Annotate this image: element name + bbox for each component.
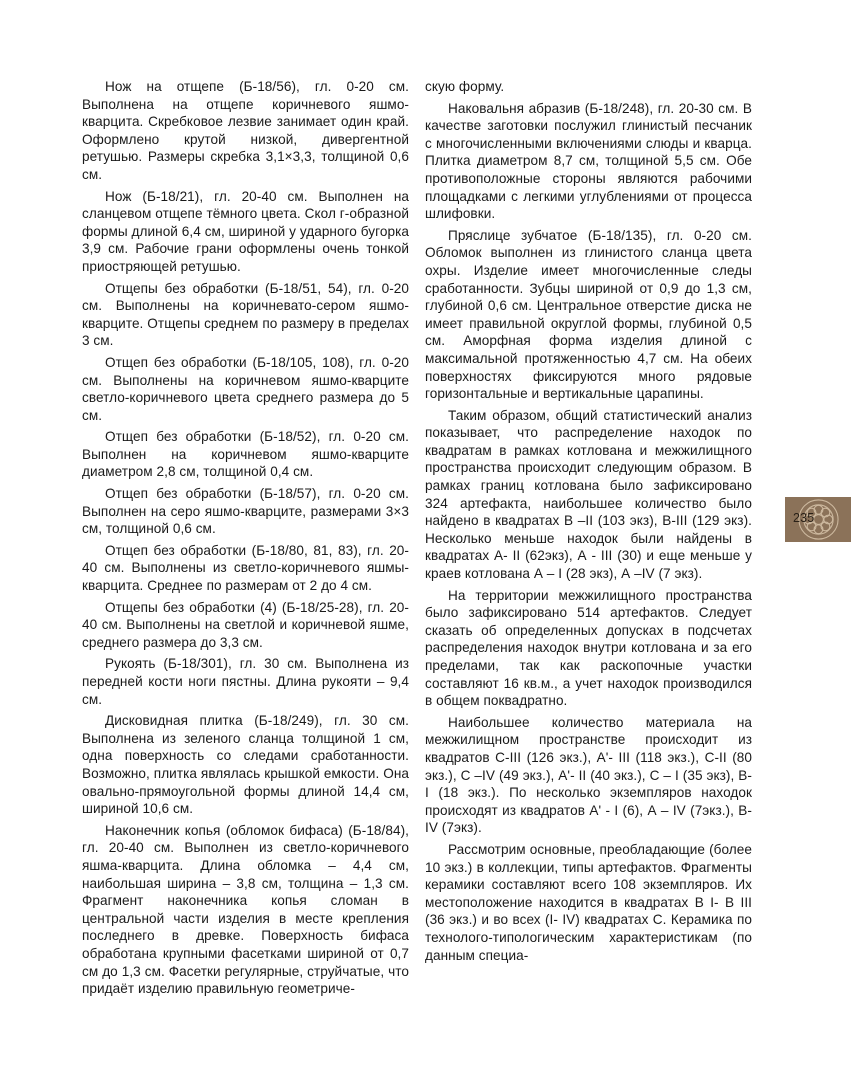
page-number-tab (785, 497, 851, 542)
paragraph-flakes-51-54: Отщепы без обработки (Б-18/51, 54), гл. 0-20 см. Выполнены на коричневато-сером яшмо-кварците. Отщепы среднем по размеру в пределах 3 см. (82, 280, 409, 349)
paragraph-anvil-abrasive: Наковальня абразив (Б-18/248), гл. 20-30 см. В качестве заготовки послужил глинистый песчаник с многочисленными включениями слюды и кварца. Плитка диаметром 8,7 см, толщиной 5,5 см. Обе противоположные стороны являются рабочими площадками с легкими углублениями от процесса шлифовки. (425, 100, 752, 222)
paragraph-knife-flake: Нож на отщепе (Б-18/56), гл. 0-20 см. Выполнена на отщепе коричневого яшмо-кварцита. Скребковое лезвие занимает один край. Оформлено крутой низкой, дивергентной ретушью. Размеры скребка 3,1×3,3, толщиной 0,6 см. (82, 79, 409, 182)
paragraph-handle: Рукоять (Б-18/301), гл. 30 см. Выполнена из передней кости ноги пястны. Длина рукояти – 9,4 см. (82, 656, 409, 707)
paragraph-knife-shale: Нож (Б-18/21), гл. 20-40 см. Выполнен на сланцевом отщепе тёмного цвета. Скол г-образной формы длиной 6,4 см, шириной у ударного бугорка 3,9 см. Рабочие грани оформлены очень тонкой приостряющей ретушью. (82, 188, 409, 274)
paragraph-flake-80-83: Отщеп без обработки (Б-18/80, 81, 83), гл. 20-40 см. Выполнены из светло-коричневого яшмы-кварцита. Среднее по размерам от 2 до 4 см. (82, 542, 409, 594)
paragraph-flake-105-108: Отщеп без обработки (Б-18/105, 108), гл. 0-20 см. Выполнены на коричневом яшмо-кварците светло-коричневого цвета среднего размера до 5 см. (82, 354, 409, 423)
paragraph-spindle-whorl: Пряслице зубчатое (Б-18/135), гл. 0-20 см. Обломок выполнен из глинистого сланца цвета охры. Изделие имеет многочисленные следы сработанности. Зубцы шириной от 0,9 до 1,3 см, глубиной 0,6 см. Центральное отверстие диска не имеет правильной округлой формы, глубиной 0,5 см. Аморфная форма изделия длиной с максимальной протяженностью 4,7 см. На обеих поверхностях фиксируются много рядовые горизонтальные и вертикальные царапины. (425, 227, 752, 402)
paragraph-artifact-types: Рассмотрим основные, преобладающие (более 10 экз.) в коллекции, типы артефактов. Фрагменты керамики составляют всего 108 экземпляров. Их местоположение находится в квадратах В I- В III (36 экз.) и во всех (I- IV) квадратах С. Керамика по технолого-типологическим характеристикам (по данным специа- (425, 841, 752, 963)
paragraph-flakes-25-28: Отщепы без обработки (4) (Б-18/25-28), гл. 20-40 см. Выполнены на светлой и коричневой яшме, среднего размера до 3,3 см. (82, 599, 409, 650)
left-column (82, 78, 409, 1002)
paragraph-continuation: скую форму. (425, 79, 505, 94)
paragraph-statistics: Таким образом, общий статистический анализ показывает, что распределение находок по квадратам в рамках котлована и межжилищного пространства происходит следующим образом. В рамках границ котлована было зафиксировано 324 артефакта, наибольшее количество было найдено в квадратах В –II (103 экз), В-III (129 экз). Несколько меньше находок были найдены в квадратах А- II (62экз), А - III (30) и еще меньше у краев котлована А – I (28 экз), А –IV (7 экз). (425, 407, 752, 582)
paragraph-material-distribution: Наибольшее количество материала на межжилищном пространстве происходит из квадратов С-III (126 экз.), А'- III (118 экз.), С-II (80 экз.), С –IV (49 экз.), А'- II (40 экз.), С – I (35 экз), В- I (18 экз.). По несколько экземпляров находок происходят из квадратов А' - I (6), А – IV (7экз.), В- IV (7экз). (425, 714, 752, 836)
page-number: 235 (793, 511, 815, 525)
paragraph-inter-dwelling: На территории межжилищного пространства было зафиксировано 514 артефактов. Следует сказать об определенных допусках в подсчетах распределения находок внутри котлована и за его пределами, так как раскопочные участки составляют 16 кв.м., а учет находок производился в общем поквадратно. (425, 587, 752, 709)
paragraph-spearhead: Наконечник копья (обломок бифаса) (Б-18/84), гл. 20-40 см. Выполнен из светло-коричневого яшма-кварцита. Длина обломка – 4,4 см, наибольшая ширина – 3,8 см, толщина – 1,3 см. Фрагмент наконечника копья сломан в центральной части изделия в месте крепления последнего в древке. Поверхность бифаса обработана крупными фасетками шириной от 0,7 см до 1,3 см. Фасетки регулярные, струйчатые, что придаёт изделию правильную геометриче- (82, 822, 409, 997)
paragraph-flake-52: Отщеп без обработки (Б-18/52), гл. 0-20 см. Выполнен на коричневом яшмо-кварците диаметром 2,8 см, толщиной 0,4 см. (82, 429, 409, 480)
paragraph-disc-plate: Дисковидная плитка (Б-18/249), гл. 30 см. Выполнена из зеленого сланца толщиной 1 см, одна поверхность со следами сработанности. Возможно, плитка являлась крышкой емкости. Она овально-прямоугольной формы длиной 14,4 см, шириной 10,6 см. (82, 713, 409, 817)
paragraph-flake-57: Отщеп без обработки (Б-18/57), гл. 0-20 см. Выполнен на серо яшмо-кварците, размерами 3×3 см, толщиной 0,6 см. (82, 486, 409, 537)
right-column (425, 78, 752, 968)
